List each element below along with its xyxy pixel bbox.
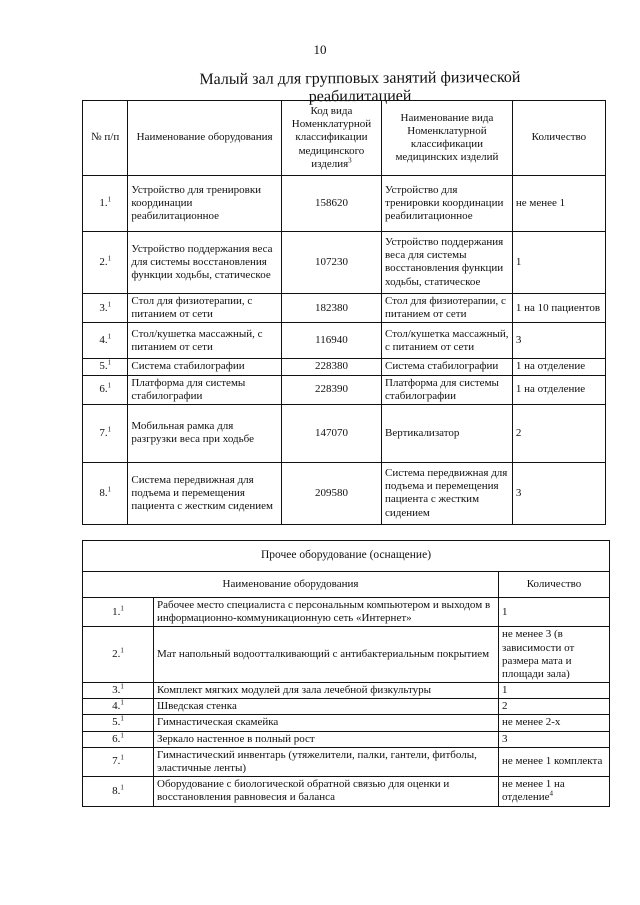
row-number: 8. (99, 486, 108, 499)
row-number-cell (83, 627, 154, 683)
page-title: Малый зал для групповых занятий физической реабилитацией (199, 68, 521, 106)
row-number-footnote: 1 (107, 425, 112, 434)
row-number-cell (83, 323, 128, 359)
equipment-name: Гимнастическая скамейка (154, 715, 499, 731)
row-number: 4. (112, 700, 121, 713)
nomenclature-code: 209580 (281, 462, 381, 524)
equipment-table (82, 100, 606, 525)
table-row (83, 231, 606, 293)
equipment-name: Мобильная рамка для разгрузки веса при ходьбе (128, 404, 281, 462)
equipment-name: Стол/кушетка массажный, с питанием от сети (128, 323, 281, 359)
equipment-name: Стол для физиотерапии, с питанием от сети (128, 293, 281, 322)
nomenclature-code: 116940 (281, 323, 381, 359)
quantity: 1 на отделение (512, 375, 605, 404)
row-number-cell (83, 597, 154, 626)
quantity: 1 на отделение (512, 359, 605, 375)
caption-row (83, 541, 610, 572)
row-number: 7. (99, 426, 108, 439)
equipment-name: Рабочее место специалиста с персональным компьютером и выходом в информационно-коммуникационную сеть «Интернет» (154, 597, 499, 626)
row-number-cell (83, 359, 128, 375)
equipment-name: Система передвижная для подъема и перемещения пациента с жестким сидением (128, 462, 281, 524)
nomenclature-kind: Стол/кушетка массажный, с питанием от сети (382, 323, 513, 359)
quantity: 2 (502, 700, 508, 713)
nomenclature-code: 228390 (281, 375, 381, 404)
quantity: не менее 1 комплекта (502, 755, 603, 768)
row-number: 3. (99, 301, 108, 314)
row-number: 5. (99, 360, 108, 373)
quantity-cell (499, 699, 610, 715)
row-number-cell (83, 375, 128, 404)
table-row (83, 375, 606, 404)
row-number-cell (83, 777, 154, 806)
nomenclature-kind: Вертикализатор (382, 404, 513, 462)
table-row (83, 359, 606, 375)
row-number: 1. (99, 196, 108, 209)
nomenclature-code: 147070 (281, 404, 381, 462)
row-number-cell (83, 731, 154, 747)
row-number-footnote: 1 (107, 299, 112, 308)
equipment-table-body (83, 175, 606, 524)
row-number: 4. (99, 334, 108, 347)
row-number-footnote: 1 (107, 485, 112, 494)
quantity: не менее 2-х (502, 716, 561, 729)
row-number-footnote: 1 (107, 195, 112, 204)
table-header-row (83, 571, 610, 597)
row-number-footnote: 1 (107, 254, 112, 263)
quantity: не менее 1 (512, 175, 605, 231)
row-number: 8. (112, 784, 121, 797)
quantity: 1 на 10 пациентов (512, 293, 605, 322)
quantity: не менее 1 на отделение (502, 778, 565, 804)
nomenclature-code: 228380 (281, 359, 381, 375)
table-row (83, 683, 610, 699)
row-number-cell (83, 747, 154, 776)
equipment-name: Устройство поддержания веса для системы восстановления функции ходьбы, статическое (128, 231, 281, 293)
other-equipment-caption: Прочее оборудование (оснащение) (83, 541, 610, 572)
row-number-footnote: 1 (120, 646, 124, 655)
row-number-footnote: 1 (120, 682, 124, 691)
table-row (83, 293, 606, 322)
nomenclature-kind: Система передвижная для подъема и перемещения пациента с жестким сидением (382, 462, 513, 524)
row-number-footnote: 1 (107, 358, 112, 367)
equipment-name: Оборудование с биологической обратной связью для оценки и восстановления равновесия и баланса (154, 777, 499, 806)
row-number-cell (83, 231, 128, 293)
equipment-name: Комплект мягких модулей для зала лечебной физкультуры (154, 683, 499, 699)
row-number-footnote: 1 (120, 731, 124, 740)
row-number-footnote: 1 (107, 332, 112, 341)
row-number: 7. (112, 755, 121, 768)
equipment-name: Мат напольный водоотталкивающий с антибактериальным покрытием (154, 627, 499, 683)
row-number-cell (83, 462, 128, 524)
nomenclature-code: 107230 (281, 231, 381, 293)
table-row (83, 699, 610, 715)
table-row (83, 777, 610, 806)
row-number: 3. (112, 684, 121, 697)
quantity-footnote: 4 (549, 789, 554, 798)
quantity: 2 (512, 404, 605, 462)
row-number-footnote: 1 (120, 698, 124, 707)
header-code-footnote: 3 (348, 156, 352, 165)
quantity-cell (499, 777, 610, 806)
equipment-name: Платформа для системы стабилографии (128, 375, 281, 404)
nomenclature-kind: Система стабилографии (382, 359, 513, 375)
header-name: Наименование оборудования (83, 571, 499, 597)
quantity: 3 (512, 323, 605, 359)
nomenclature-kind: Платформа для системы стабилографии (382, 375, 513, 404)
table-row (83, 627, 610, 683)
table-row (83, 462, 606, 524)
nomenclature-kind: Устройство поддержания веса для системы восстановления функции ходьбы, статическое (382, 231, 513, 293)
table-row (83, 747, 610, 776)
header-qty: Количество (512, 101, 605, 176)
row-number-footnote: 1 (120, 714, 124, 723)
equipment-name: Шведская стенка (154, 699, 499, 715)
quantity: 1 (512, 231, 605, 293)
quantity-cell (499, 627, 610, 683)
header-kind: Наименование вида Номенклатурной классификации медицинских изделий (382, 101, 513, 176)
row-number: 1. (112, 605, 121, 618)
quantity: 3 (502, 732, 508, 745)
nomenclature-kind: Устройство для тренировки координации реабилитационное (382, 175, 513, 231)
row-number-cell (83, 683, 154, 699)
row-number-cell (83, 715, 154, 731)
equipment-name: Устройство для тренировки координации реабилитационное (128, 175, 281, 231)
row-number: 2. (99, 255, 108, 268)
equipment-name: Зеркало настенное в полный рост (154, 731, 499, 747)
page-number: 10 (313, 42, 327, 57)
nomenclature-code: 182380 (281, 293, 381, 322)
row-number: 5. (112, 716, 121, 729)
header-num: № п/п (83, 101, 128, 176)
quantity-cell (499, 597, 610, 626)
row-number-footnote: 1 (120, 753, 124, 762)
row-number-cell (83, 699, 154, 715)
nomenclature-kind: Стол для физиотерапии, с питанием от сети (382, 293, 513, 322)
header-code-text: Код вида Номенклатурной классификации медицинского изделия (291, 105, 372, 170)
quantity: 1 (502, 684, 508, 697)
nomenclature-code: 158620 (281, 175, 381, 231)
other-equipment-table-body (83, 597, 610, 806)
table-row (83, 323, 606, 359)
equipment-name: Гимнастический инвентарь (утяжелители, палки, гантели, фитболы, эластичные ленты) (154, 747, 499, 776)
header-qty: Количество (499, 571, 610, 597)
table-header-row (83, 101, 606, 176)
row-number: 2. (112, 648, 121, 661)
row-number-cell (83, 404, 128, 462)
row-number-cell (83, 175, 128, 231)
table-row (83, 715, 610, 731)
row-number-footnote: 1 (120, 603, 124, 612)
equipment-name: Система стабилографии (128, 359, 281, 375)
row-number-footnote: 1 (107, 381, 112, 390)
other-equipment-table (82, 540, 610, 807)
row-number-cell (83, 293, 128, 322)
quantity: не менее 3 (в зависимости от размера мата и площади зала) (502, 628, 575, 680)
table-row (83, 731, 610, 747)
quantity-cell (499, 683, 610, 699)
quantity-cell (499, 715, 610, 731)
table-row (83, 175, 606, 231)
quantity: 3 (512, 462, 605, 524)
row-number-footnote: 1 (120, 783, 124, 792)
quantity-cell (499, 731, 610, 747)
header-code (281, 101, 381, 176)
quantity-cell (499, 747, 610, 776)
quantity: 1 (502, 605, 508, 618)
table-row (83, 404, 606, 462)
table-row (83, 597, 610, 626)
row-number: 6. (112, 732, 121, 745)
row-number: 6. (99, 383, 108, 396)
header-name: Наименование оборудования (128, 101, 281, 176)
